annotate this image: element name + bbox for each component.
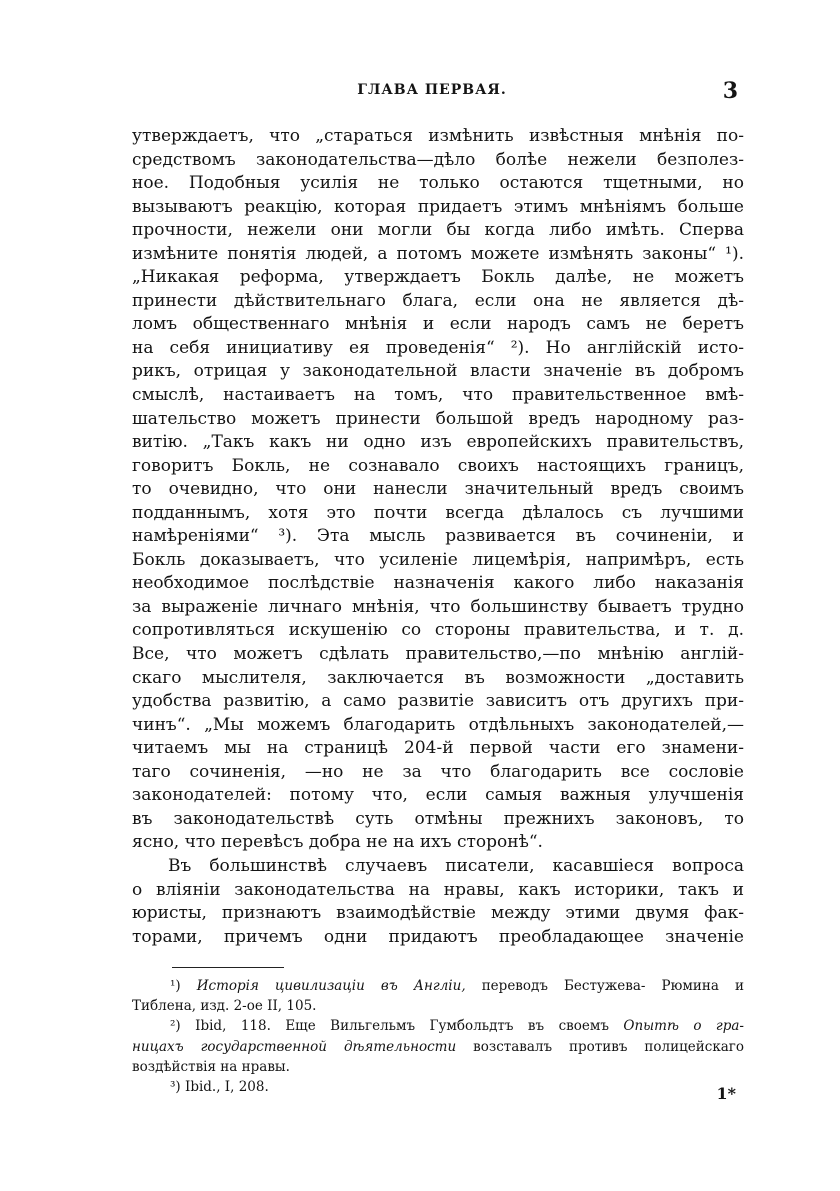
text-line: торами, причемъ одни придаютъ преобладающее значеніе xyxy=(132,926,744,947)
text-line: принести дѣйствительнаго блага, если она не является дѣ- xyxy=(132,290,744,311)
footnote-text: Ibid., I, 208. xyxy=(184,1078,269,1095)
text-line: намѣреніями“ ³). Эта мысль развивается въ сочиненіи, и xyxy=(132,526,744,547)
text-line: читаемъ мы на страницѣ 204-й первой части его знамени- xyxy=(132,738,744,759)
text-line: Бокль доказываетъ, что усиленіе лицемѣрія, напримѣръ, есть xyxy=(132,549,744,570)
text-line: о вліяніи законодательства на нравы, какъ историки, такъ и xyxy=(132,879,744,900)
text-line: таго сочиненія, —но не за что благодарить все сословіе xyxy=(132,761,744,782)
text-line: на себя инициативу ея проведенія“ ²). Но англійскій исто- xyxy=(132,337,744,358)
text-line: средствомъ законодательства—дѣло болѣе нежели безполез- xyxy=(132,149,744,170)
text-line: смыслѣ, настаиваетъ на томъ, что правительственное вмѣ- xyxy=(132,385,744,406)
text-line: юристы, признаютъ взаимодѣйствіе между этими двумя фак- xyxy=(132,903,744,924)
body-text xyxy=(132,125,744,949)
text-line: витію. „Такъ какъ ни одно изъ европейскихъ правительствъ, xyxy=(132,432,744,453)
footnote-mark: ³) xyxy=(170,1078,181,1095)
footnotes xyxy=(132,976,744,1097)
text-line: то очевидно, что они нанесли значительный вредъ своимъ xyxy=(132,479,744,500)
footnote-mark: ²) xyxy=(170,1018,181,1035)
footnote-1-line-2: Тиблена, изд. 2-ое II, 105. xyxy=(132,998,317,1015)
footnote-text: возставалъ противъ полицейскаго xyxy=(473,1038,745,1055)
text-line: Все, что можетъ сдѣлать правительство,—по мнѣнію англій- xyxy=(132,644,744,665)
text-line: удобства развитію, а само развитіе зависитъ отъ другихъ при- xyxy=(132,691,744,712)
page-header xyxy=(126,78,738,110)
text-line: въ законодательствѣ суть отмѣны прежнихъ законовъ, то xyxy=(132,808,744,829)
footnote-2 xyxy=(132,1016,744,1036)
footnote-title: Опытѣ о гра- xyxy=(623,1018,744,1035)
footnote-mark: ¹) xyxy=(170,978,181,994)
footnote-3 xyxy=(132,1077,744,1097)
text-line: ломъ общественнаго мнѣнія и если народъ самъ не беретъ xyxy=(132,314,744,335)
text-line: скаго мыслителя, заключается въ возможности „доставить xyxy=(132,667,744,688)
footnote-text: переводъ Бестужева- Рюмина и xyxy=(481,978,745,994)
running-title: ГЛАВА ПЕРВАЯ. xyxy=(357,82,507,98)
text-line: измѣните понятія людей, а потомъ можете измѣнять законы“ ¹). xyxy=(132,243,744,264)
text-line: законодателей: потому что, если самыя важныя улучшенія xyxy=(132,785,744,806)
text-line: Въ большинствѣ случаевъ писатели, касавшіеся вопроса xyxy=(168,855,744,876)
text-line: „Никакая реформа, утверждаетъ Бокль далѣе, не можетъ xyxy=(132,267,744,288)
text-line: рикъ, отрицая у законодательной власти значеніе въ добромъ xyxy=(132,361,744,382)
text-line: говоритъ Бокль, не сознавало своихъ настоящихъ границъ, xyxy=(132,455,744,476)
text-line: ясно, что перевѣсъ добра не на ихъ сторонѣ“. xyxy=(132,832,543,853)
signature-mark: 1* xyxy=(716,1084,736,1103)
text-line: чинъ“. „Мы можемъ благодарить отдѣльныхъ законодателей,— xyxy=(132,714,744,735)
footnote-text: Ibid, 118. Еще Вильгельмъ Гумбольдтъ въ своемъ xyxy=(195,1018,609,1035)
text-line: необходимое послѣдствіе назначенія какого либо наказанія xyxy=(132,573,744,594)
footnote-title: Исторія цивилизаціи въ Англіи, xyxy=(196,978,466,994)
page-number: 3 xyxy=(722,78,738,104)
text-line: шательство можетъ принести большой вредъ народному раз- xyxy=(132,408,744,429)
footnote-divider xyxy=(172,967,284,968)
footnote-2-line-3: воздѣйствія на нравы. xyxy=(132,1058,290,1075)
footnote-1 xyxy=(132,976,744,996)
text-line: вызываютъ реакцію, которая придаетъ этимъ мнѣніямъ больше xyxy=(132,196,744,217)
footnote-title: ницахъ государственной дѣятельности xyxy=(132,1038,457,1055)
text-line: ное. Подобныя усилія не только остаются тщетными, но xyxy=(132,173,744,194)
text-line: прочности, нежели они могли бы когда либо имѣть. Сперва xyxy=(132,220,744,241)
text-line: подданнымъ, хотя это почти всегда дѣлалось съ лучшими xyxy=(132,502,744,523)
footnote-2-line-2 xyxy=(132,1037,744,1057)
text-line: за выраженіе личнаго мнѣнія, что большинству бываетъ трудно xyxy=(132,596,744,617)
text-line: сопротивляться искушенію со стороны правительства, и т. д. xyxy=(132,620,744,641)
text-line: утверждаетъ, что „стараться измѣнить извѣстныя мнѣнія по- xyxy=(132,126,744,146)
